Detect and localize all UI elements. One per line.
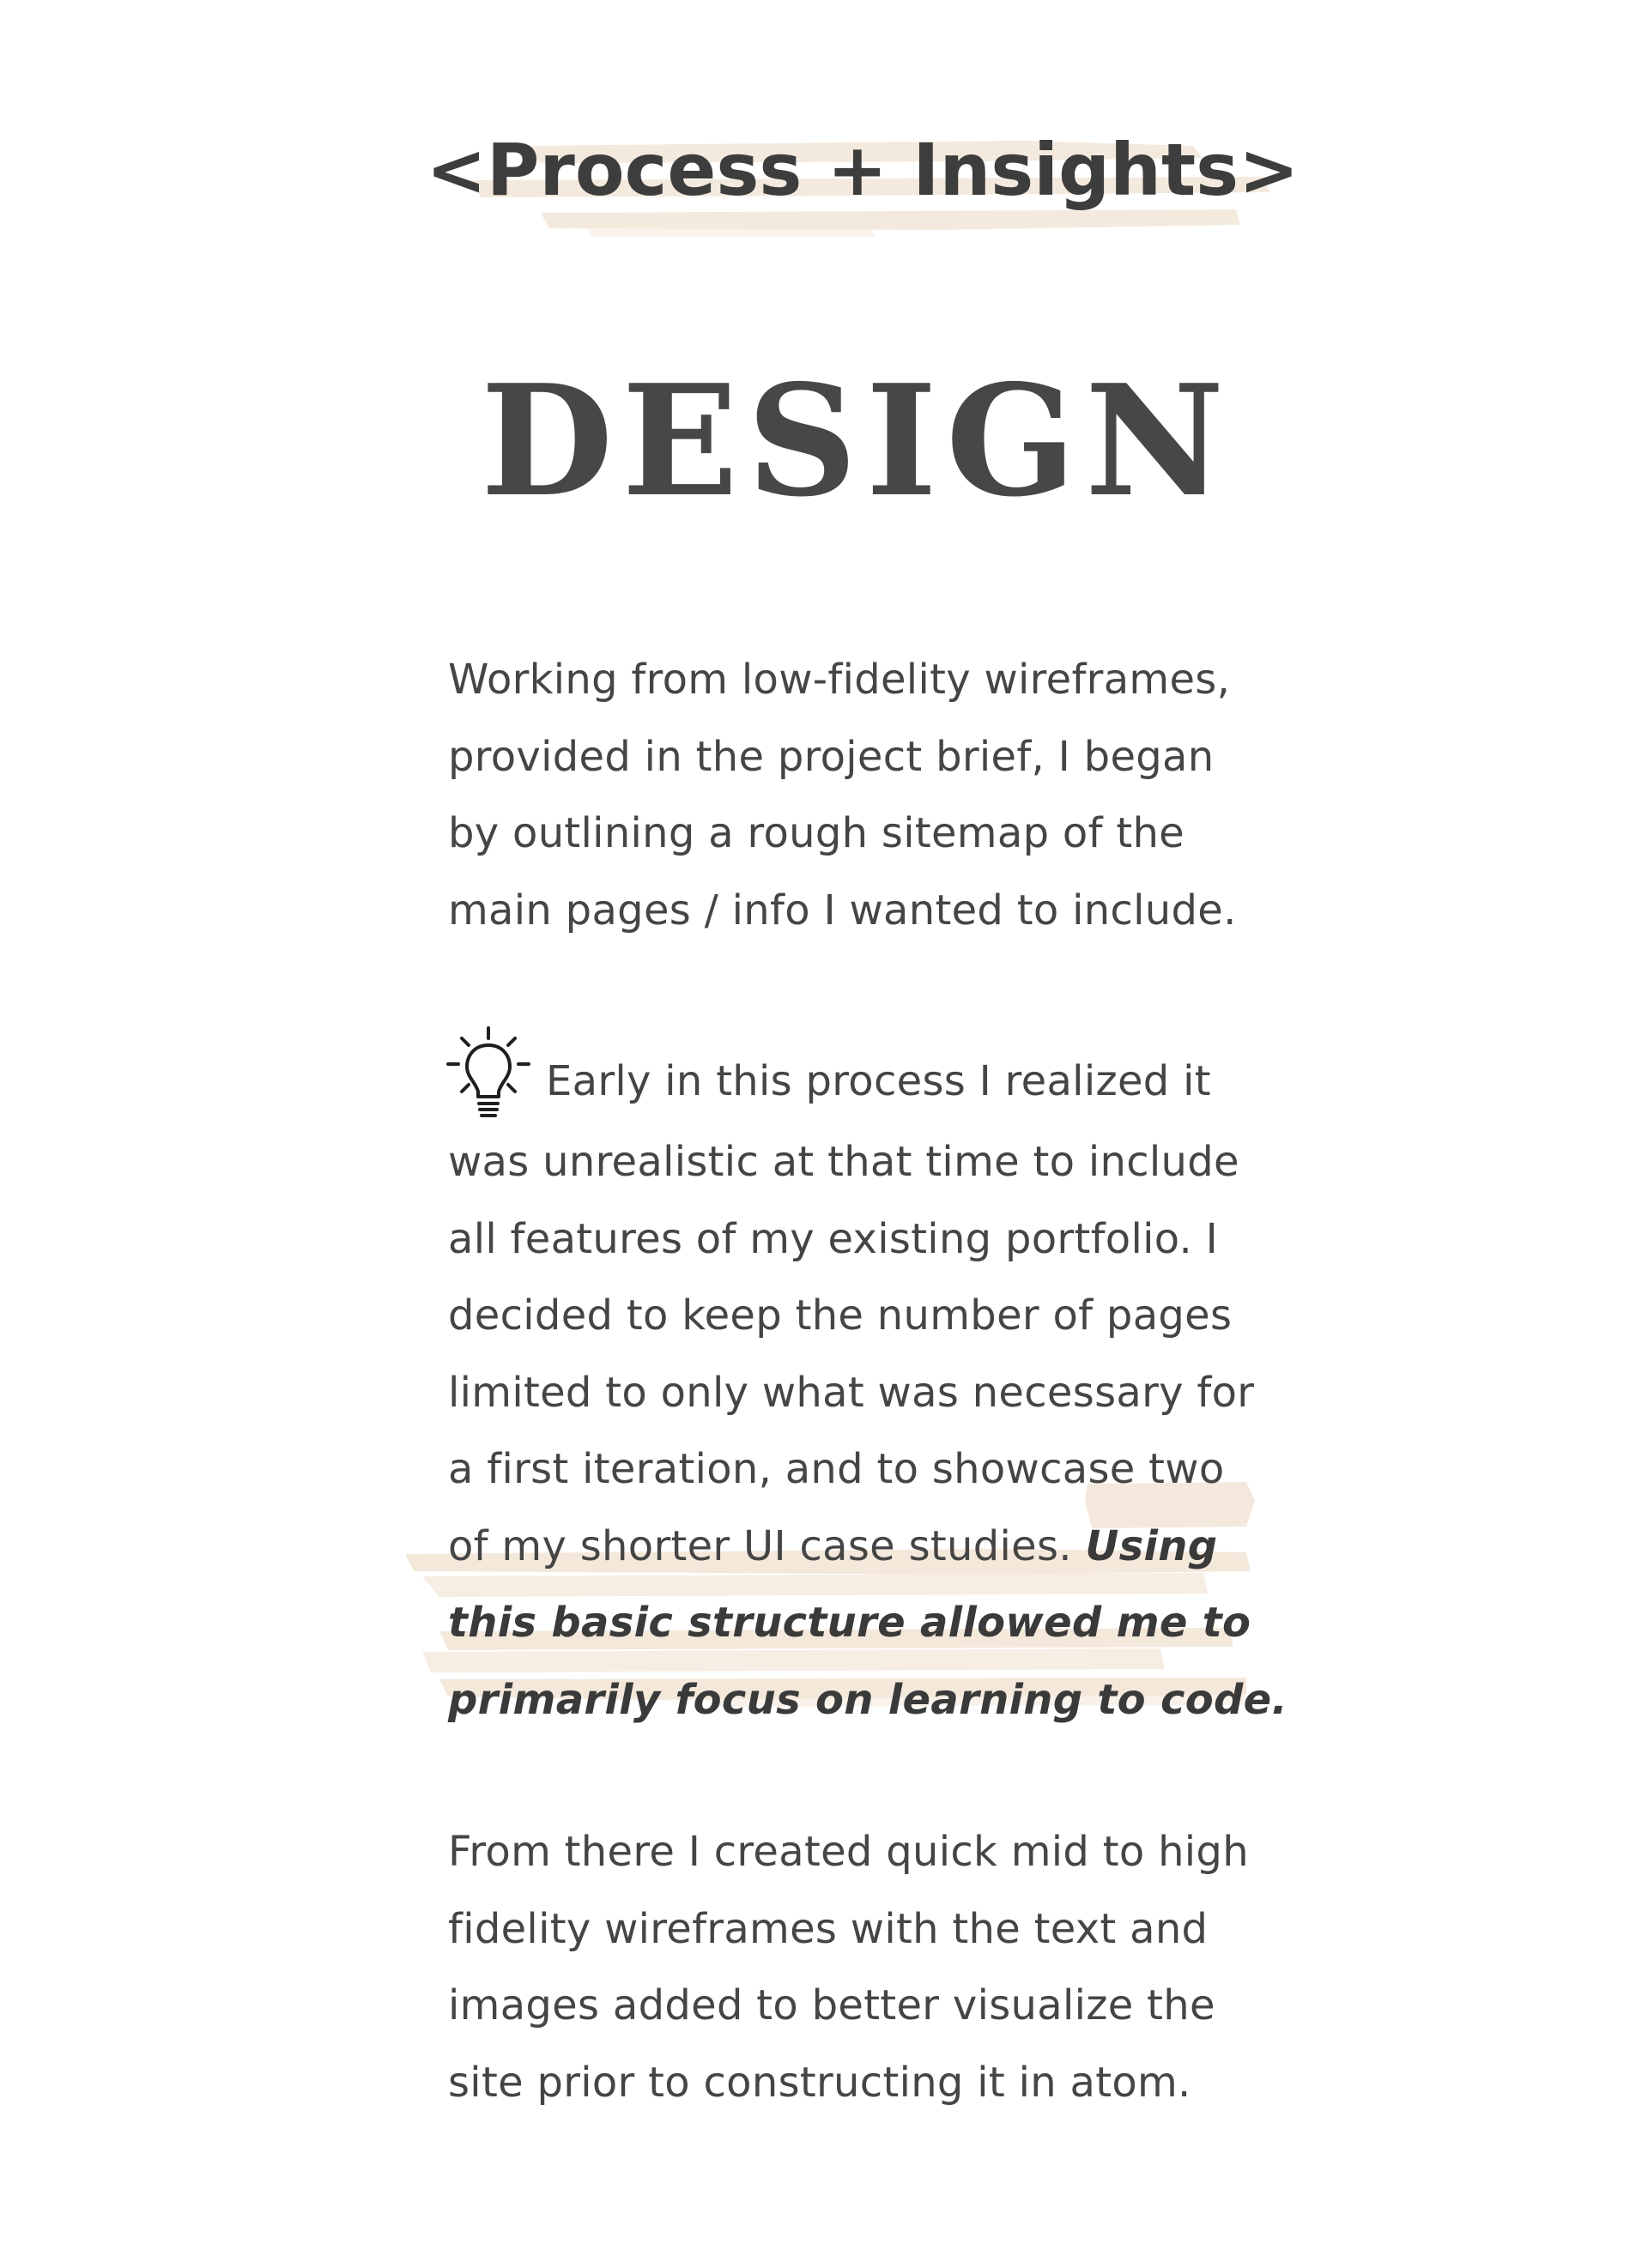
paragraph-intro [448, 642, 1306, 949]
lightbulb-icon [443, 1025, 534, 1124]
body-content [448, 642, 1306, 2121]
section-title: DESIGN [481, 351, 1233, 530]
text-segment: of my shorter UI case studies. [448, 1521, 1086, 1570]
emphasis-text: primarily focus on learning to code. [448, 1675, 1288, 1724]
text-line: images added to better visualize the [448, 1981, 1215, 2029]
text-line-with-icon [448, 1025, 1306, 1124]
text-line: a first iteration, and to showcase two [448, 1445, 1225, 1493]
eyebrow-heading: <Process + Insights> [426, 128, 1300, 212]
text-line: decided to keep the number of pages [448, 1291, 1233, 1340]
text-line: Working from low-fidelity wireframes, [448, 656, 1231, 704]
emphasis-text: Using [1085, 1521, 1218, 1570]
text-line-mixed [448, 1509, 1306, 1586]
text-line: From there I created quick mid to high [448, 1828, 1249, 1876]
paragraph-next-steps [448, 1814, 1306, 2121]
text-line: provided in the project brief, I began [448, 732, 1215, 781]
text-line: fidelity wireframes with the text and [448, 1904, 1209, 1953]
text-line: main pages / info I wanted to include. [448, 886, 1237, 934]
text-line: all features of my existing portfolio. I [448, 1214, 1219, 1263]
paragraph-insight [448, 1025, 1306, 1739]
emphasis-text: this basic structure allowed me to [448, 1599, 1251, 1647]
insight-text [448, 1025, 1306, 1739]
text-line: site prior to constructing it in atom. [448, 2058, 1191, 2107]
text-line: limited to only what was necessary for [448, 1368, 1255, 1417]
eyebrow-heading-block [421, 120, 1305, 240]
text-line: was unrealistic at that time to include [448, 1138, 1239, 1186]
text-segment: Early in this process I realized it [546, 1057, 1211, 1105]
text-line: by outlining a rough sitemap of the [448, 809, 1184, 857]
